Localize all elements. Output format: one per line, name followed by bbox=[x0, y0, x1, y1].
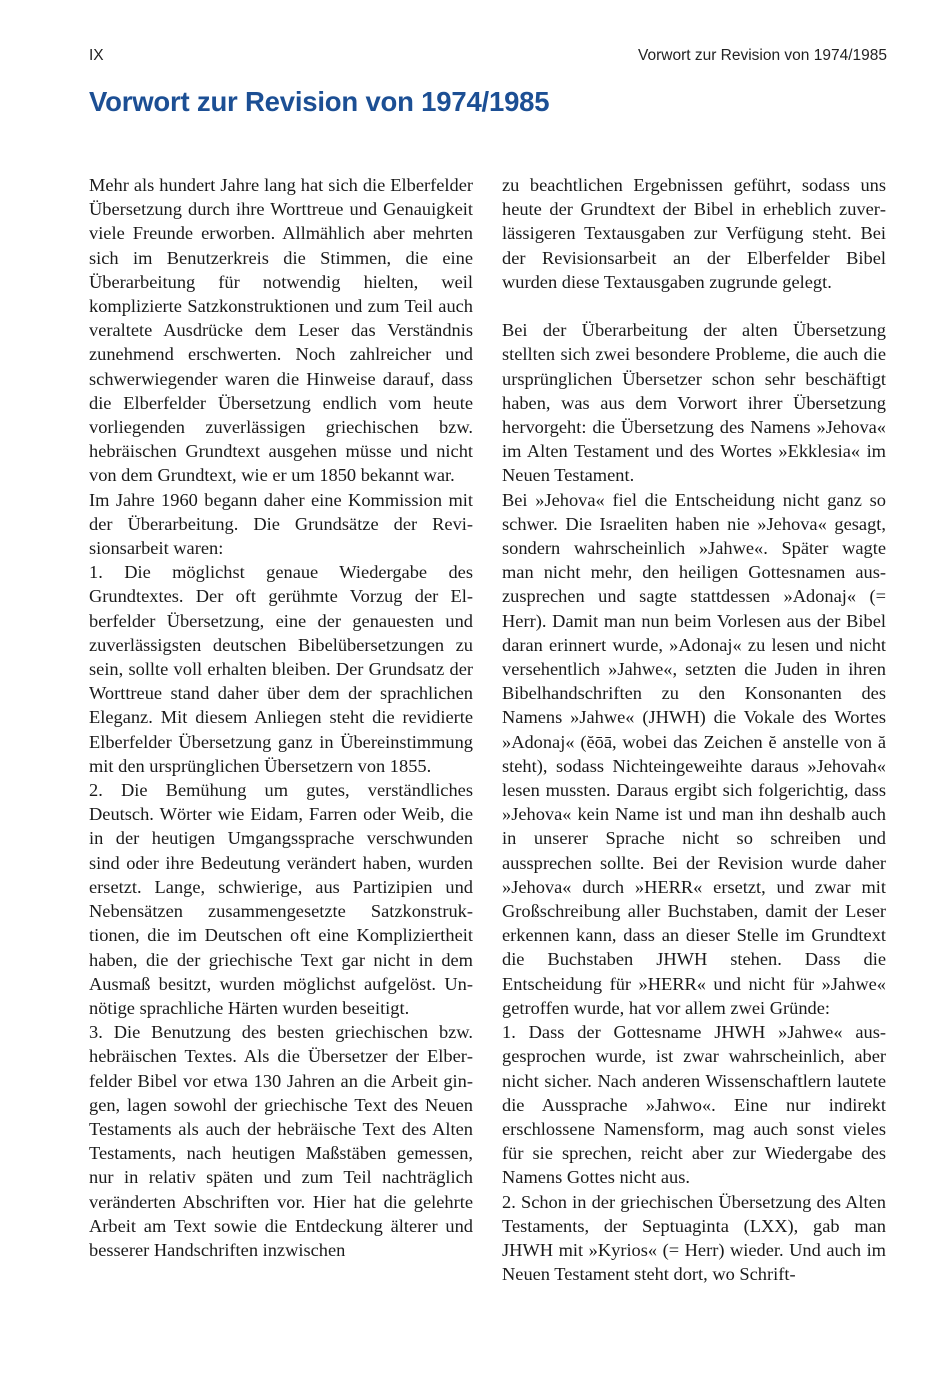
running-header: Vorwort zur Revision von 1974/1985 bbox=[637, 47, 887, 64]
paragraph: Bei »Jehova« fiel die Entscheidung nicht ganz so schwer. Die Israeliten haben nie »Jehova« gesagt, sondern wahrscheinlich »Jahwe«. Später wagte man nicht mehr, den heiligen Gottesnamen auszusprechen und sagte stattdessen »Adonaj« (= Herr). Damit man nun beim Vorlesen aus der Bibel daran erinnert wurde, »Adonaj« zu lesen und nicht versehentlich »Jahwe«, setzten die Juden in ihren Bibelhandschriften zu den Konsonanten des Namens »Jahwe« (JHWH) die Vokale des Wortes »Adonaj« (ĕōā, wobei das Zeichen ĕ anstelle von ă steht), sodass Nichteingeweihte daraus »Jehovah« lesen mussten. Daraus ergibt sich folgerichtig, dass »Jehova« kein Name ist und man ihn deshalb auch in unserer Sprache nicht so schreiben und aussprechen sollte. Bei der Revision wurde daher »Jehova« durch »HERR« ersetzt, und zwar mit Großschreibung aller Buchstaben, damit der Leser erkennen kann, dass an dieser Stelle im Grundtext die Buchstaben JHWH stehen. Dass die Entscheidung für »HERR« und nicht für »Jahwe« getroffen wurde, hat vor allem zwei Gründe: bbox=[502, 489, 886, 1018]
right-column bbox=[502, 173, 886, 1286]
paragraph: Mehr als hundert Jahre lang hat sich die Elberfelder Übersetzung durch ihre Worttreue und Genauigkeit viele Freunde erworben. Allmählich aber mehrten sich im Benutzerkreis die Stimmen, die eine Überarbeitung für notwendig hielten, weil komplizierte Satzkonstruktionen und zum Teil auch veraltete Ausdrücke dem Leser das Verständnis zunehmend erschwerten. Noch zahlreicher und schwerwiegender waren die Hinweise darauf, dass die Elberfelder Übersetzung endlich vom heute vorliegenden zuverlässigen griechischen bzw. hebräischen Grundtext ausgehen müsse und nicht von dem Grundtext, wie er um 1850 bekannt war. bbox=[89, 175, 473, 486]
paragraph: 1. Dass der Gottesname JHWH »Jahwe« ausgesprochen wurde, ist zwar wahrscheinlich, aber nicht sicher. Nach anderen Wissenschaftlern lautete die Aussprache »Jahwo«. Eine nur indirekt erschlossene Namensform, mag auch sonst vieles für sie sprechen, reicht aber zur Wiedergabe des Namens Gottes nicht aus. bbox=[502, 1022, 886, 1188]
paragraph: 2. Schon in der griechischen Übersetzung des Alten Testaments, der Septuaginta (LXX), gab man JHWH mit »Kyrios« (= Herr) wieder. Und auch im Neuen Testament steht dort, wo Schrift- bbox=[502, 1191, 886, 1285]
paragraph: zu beachtlichen Ergebnissen geführt, sodass uns heute der Grundtext der Bibel in erheblich zuverlässigeren Textausgaben zur Verfügung steht. Bei der Revisionsarbeit an der Elberfelder Bibel wurden diese Textausgaben zugrunde gelegt. bbox=[502, 175, 886, 292]
left-column bbox=[89, 173, 473, 1262]
paragraph: 3. Die Benutzung des besten griechischen bzw. hebräischen Textes. Als die Übersetzer der Elberfelder Bibel vor etwa 130 Jahren an die Arbeit gingen, lagen sowohl der griechische Text des Neuen Testaments als auch der hebräische Text des Alten Testaments, nach heutigen Maßstäben gemessen, nur in relativ späten und zum Teil nachträglich veränderten Abschriften vor. Hier hat die gelehrte Arbeit am Text sowie die Entdeckung älterer und besserer Handschriften inzwischen bbox=[89, 1022, 473, 1260]
page-title: Vorwort zur Revision von 1974/1985 bbox=[89, 86, 550, 117]
paragraph: Bei der Überarbeitung der alten Übersetzung stellten sich zwei besondere Probleme, die auch die ursprünglichen Übersetzer schon sehr beschäftigt haben, was aus dem Vorwort ihrer Übersetzung hervorgeht: die Übersetzung des Namens »Jehova« im Alten Testament und des Wortes »Ekklesia« im Neuen Testament. bbox=[502, 320, 886, 486]
paragraph: 1. Die möglichst genaue Wiedergabe des Grundtextes. Der oft gerühmte Vorzug der Elberfelder Übersetzung, eine der genauesten und zuverlässigsten deutschen Bibelübersetzungen zu sein, sollte voll erhalten bleiben. Der Grundsatz der Worttreue stand daher über dem der sprachlichen Eleganz. Mit diesem Anliegen steht die revidierte Elberfelder Übersetzung ganz in Übereinstimmung mit den ursprünglichen Übersetzern von 1855. bbox=[89, 562, 473, 776]
paragraph: Im Jahre 1960 begann daher eine Kommission mit der Überarbeitung. Die Grundsätze der Revisionsarbeit waren: bbox=[89, 489, 473, 559]
page-number: IX bbox=[89, 47, 104, 64]
paragraph: 2. Die Bemühung um gutes, verständliches Deutsch. Wörter wie Eidam, Farren oder Weib, die in der heutigen Umgangssprache verschwunden sind oder ihre Bedeutung verändert haben, wurden ersetzt. Lange, schwierige, aus Partizipien und Nebensätzen zusammengesetzte Satzkonstruktionen, die im Deutschen oft eine Kompliziertheit haben, die der griechische Text gar nicht in dem Ausmaß besitzt, wurden möglichst aufgelöst. Unnötige sprachliche Härten wurden beseitigt. bbox=[89, 780, 473, 1018]
